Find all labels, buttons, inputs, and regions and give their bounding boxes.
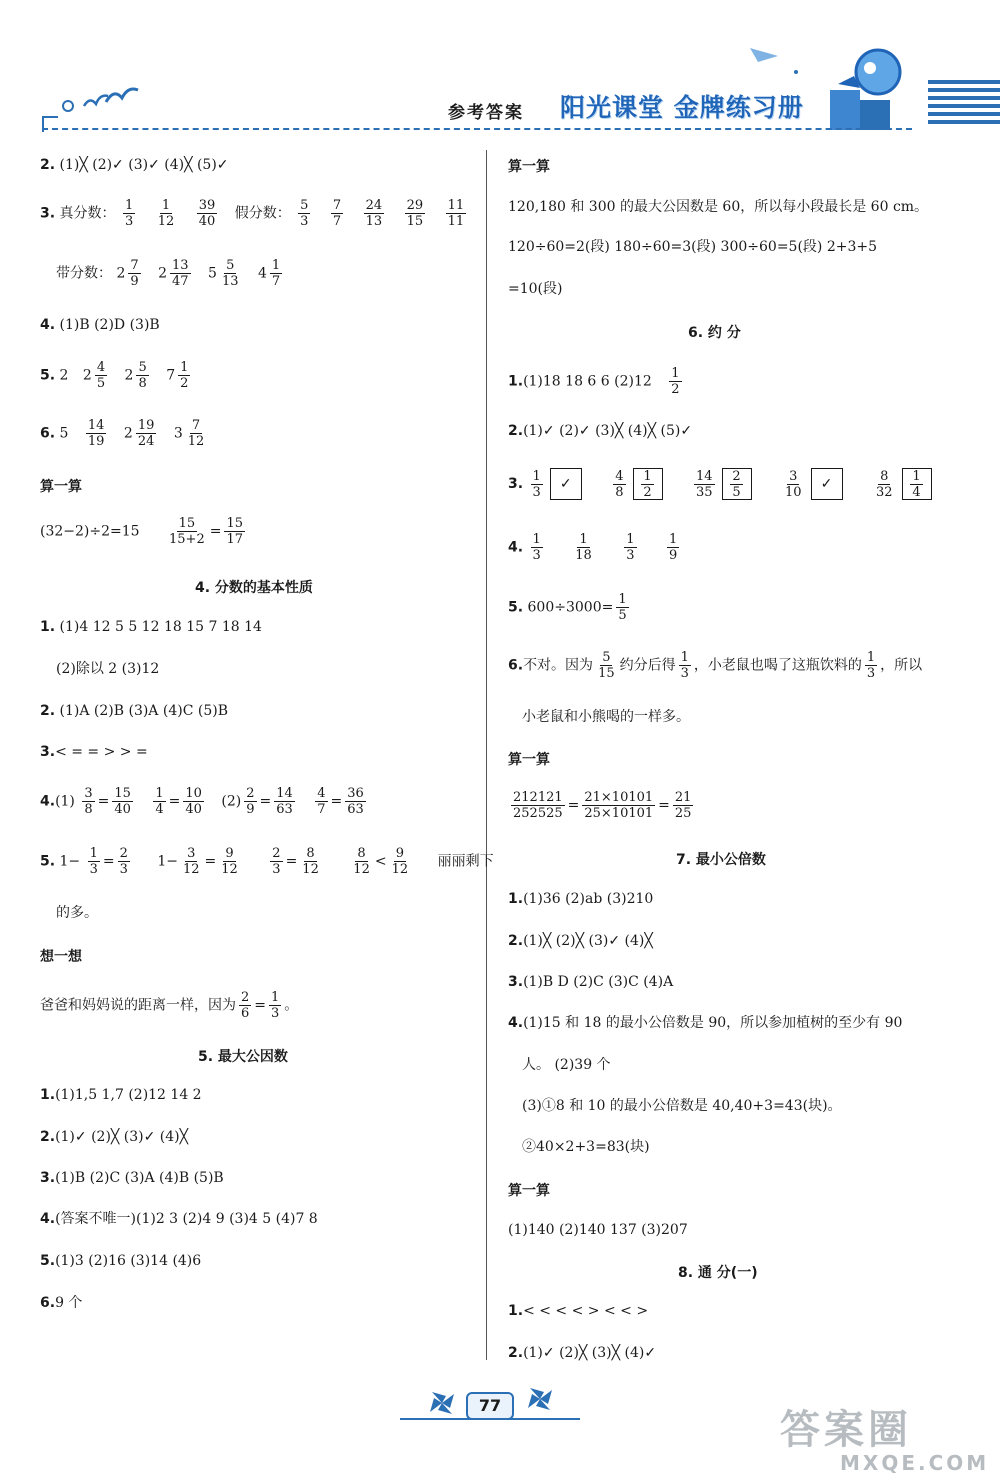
s6-q3: 3. $\frac{1}{3}$ ✓ $\frac{4}{8}$ $\frac{1}{2}$ $\frac{14}{35}$ $\frac{2}{5}$ $\frac{3}{10}$ ✓ $\frac{8}{32}$ $\frac{1}{4}$ (508, 468, 936, 500)
left-calc1: (32−2)÷2=15 $\frac{15}{15+2}$ = $\frac{15}{17}$ (40, 516, 244, 547)
fraction: $\frac{5}{3}$ (300, 198, 309, 229)
s6-q6: 6.不对。因为 $\frac{5}{15}$ 约分后得 $\frac{1}{3}$ ，小老鼠也喝了这瓶饮料的 $\frac{1}{3}$ ，所以 (508, 650, 923, 681)
answer-box: $\frac{1}{4}$ (902, 468, 932, 500)
s4-q5: 5. 1− $\frac{1}{3}$ = $\frac{2}{3}$ 1− $\frac{3}{12}$ = $\frac{9}{12}$ $\frac{2}{3}$ = $\frac{8}{12}$ $\frac{8}{12}$ < $\frac{9}{12}$ 丽丽剩下 (40, 846, 494, 877)
s7-calc: (1)140 (2)140 137 (3)207 (508, 1222, 688, 1238)
answer-box: ✓ (811, 468, 843, 500)
left-q2: 2. (1)╳ (2)✓ (3)✓ (4)╳ (5)✓ (40, 157, 229, 173)
s7-q4a: 4.(1)15 和 18 的最小公倍数是 90，所以参加植树的至少有 90 (508, 1015, 903, 1031)
s7-calc-title: 算一算 (508, 1183, 550, 1199)
s4-think-title: 想一想 (40, 949, 82, 965)
left-q4: 4. (1)B (2)D (3)B (40, 317, 160, 333)
fraction: $\frac{1}{3}$ (124, 198, 134, 229)
fraction: $\frac{14}{19}$ (87, 418, 105, 449)
fraction: $\frac{13}{47}$ (172, 258, 189, 289)
column-divider (486, 150, 487, 1360)
header-divider (42, 128, 912, 130)
right-calc-l1: 120,180 和 300 的最大公因数是 60，所以每小段最长是 60 cm。 (508, 199, 929, 215)
left-q5: 5. 2 2 $\frac{4}{5}$ 2 $\frac{5}{8}$ 7 $\frac{1}{2}$ (40, 360, 189, 391)
header-label: 参考答案 (448, 103, 524, 123)
left-q6: 6. 5 $\frac{14}{19}$ 2 $\frac{19}{24}$ 3 $\frac{7}{12}$ (40, 418, 205, 449)
s5-q5: 5.(1)3 (2)16 (3)14 (4)6 (40, 1253, 202, 1269)
s8-q2: 2.(1)✓ (2)╳ (3)╳ (4)✓ (508, 1345, 657, 1361)
fraction: $\frac{1}{2}$ (180, 360, 189, 391)
fraction: $\frac{1}{12}$ (157, 198, 175, 229)
s4-q1b: (2)除以 2 (3)12 (56, 661, 160, 677)
fraction: $\frac{11}{11}$ (447, 198, 465, 229)
s6-q5: 5. 600÷3000= $\frac{1}{5}$ (508, 592, 627, 623)
section-8-title: 8. 通 分(一) (678, 1265, 758, 1281)
s7-q3: 3.(1)B D (2)C (3)C (4)A (508, 974, 674, 990)
s4-q5-cont: 的多。 (56, 905, 98, 921)
left-q3-mixed: 带分数： 2 $\frac{7}{9}$ 2 $\frac{13}{47}$ 5 $\frac{5}{13}$ 4 $\frac{1}{7}$ (56, 258, 281, 289)
pinwheel-icon (422, 1388, 462, 1418)
s4-q4: 4.(1) $\frac{3}{8}$ = $\frac{15}{40}$ $\frac{1}{4}$ = $\frac{10}{40}$ (2) $\frac{2}{9}$ = $\frac{14}{63}$ $\frac{4}{7}$ = $\frac{36}{63}$ (40, 786, 364, 817)
right-calc-l3: =10(段) (508, 281, 563, 297)
answer-box: $\frac{1}{2}$ (633, 468, 663, 500)
s5-q4: 4.(答案不唯一)(1)2 3 (2)4 9 (3)4 5 (4)7 8 (40, 1211, 318, 1227)
s6-q2: 2.(1)✓ (2)✓ (3)╳ (4)╳ (5)✓ (508, 423, 693, 439)
s5-q2: 2.(1)✓ (2)╳ (3)✓ (4)╳ (40, 1129, 189, 1145)
s6-calc: $\frac{212121}{252525}$ = $\frac{21\times 10101}{25\times 10101}$ = $\frac{21}{25}$ (513, 790, 692, 821)
paper-plane-icon (750, 42, 810, 78)
s7-q1: 1.(1)36 (2)ab (3)210 (508, 891, 654, 907)
header-title: 阳光课堂 金牌练习册 (560, 93, 804, 122)
s7-q4b: 人。 (2)39 个 (522, 1057, 611, 1073)
fraction: $\frac{5}{8}$ (138, 360, 147, 391)
fraction: $\frac{15}{15+2}$ (169, 516, 205, 547)
right-calc-l2: 120÷60=2(段) 180÷60=3(段) 300÷60=5(段) 2+3+5 (508, 239, 878, 255)
fraction: $\frac{7}{7}$ (332, 198, 342, 229)
fraction: $\frac{1}{7}$ (271, 258, 281, 289)
section-6-title: 6. 约 分 (688, 325, 741, 341)
s4-q2: 2. (1)A (2)B (3)A (4)C (5)B (40, 703, 228, 719)
answer-box: ✓ (550, 468, 582, 500)
fraction: $\frac{29}{15}$ (406, 198, 424, 229)
fraction: $\frac{19}{24}$ (137, 418, 155, 449)
s4-think: 爸爸和妈妈说的距离一样，因为 $\frac{2}{6}$ = $\frac{1}{3}$ 。 (40, 990, 299, 1021)
s6-q4: 4. $\frac{1}{3}$ $\frac{1}{18}$ $\frac{1}{3}$ $\frac{1}{9}$ (508, 532, 678, 563)
fraction: $\frac{39}{40}$ (198, 198, 216, 229)
section-5-title: 5. 最大公因数 (198, 1049, 288, 1065)
s4-q3: 3.< = = > > = (40, 744, 148, 760)
s5-q6: 6.9 个 (40, 1295, 83, 1311)
left-calc1-title: 算一算 (40, 479, 82, 495)
s5-q3: 3.(1)B (2)C (3)A (4)B (5)B (40, 1170, 224, 1186)
header-stripes (928, 80, 1000, 132)
s4-q1a: 1. (1)4 12 5 5 12 18 15 7 18 14 (40, 619, 262, 635)
s6-calc-title: 算一算 (508, 752, 550, 768)
fraction: $\frac{24}{13}$ (365, 198, 383, 229)
left-q3-fractions: 3. 真分数： $\frac{1}{3}$ $\frac{1}{12}$ $\frac{39}{40}$ 假分数： $\frac{5}{3}$ $\frac{7}{7}$ $\frac{24}{13}$ $\frac{29}{15}$ $\frac{11}{11}$ (40, 198, 465, 229)
s8-q1: 1.< < < < > < < > (508, 1303, 649, 1319)
watermark: 答案圈 MXQE.COM (780, 1407, 990, 1475)
fraction: $\frac{15}{17}$ (226, 516, 244, 547)
birds-icon (82, 84, 142, 114)
s7-q2: 2.(1)╳ (2)╳ (3)✓ (4)╳ (508, 933, 653, 949)
header-ornament-dot (62, 100, 74, 112)
right-calc-title: 算一算 (508, 159, 550, 175)
section-4-title: 4. 分数的基本性质 (195, 580, 313, 596)
pinwheel-icon (520, 1384, 560, 1414)
mascot-globe-icon (820, 40, 920, 135)
s7-q4d: ②40×2+3=83(块) (522, 1139, 650, 1155)
fraction: $\frac{7}{9}$ (130, 258, 139, 289)
s7-q4c: (3)①8 和 10 的最小公倍数是 40,40+3=43(块)。 (522, 1098, 842, 1114)
page-number: 77 (466, 1392, 514, 1420)
fraction: $\frac{4}{5}$ (96, 360, 106, 391)
answer-box: $\frac{2}{5}$ (722, 468, 752, 500)
section-7-title: 7. 最小公倍数 (676, 852, 766, 868)
fraction: $\frac{7}{12}$ (187, 418, 205, 449)
s6-q6-cont: 小老鼠和小熊喝的一样多。 (522, 709, 690, 725)
fraction: $\frac{5}{13}$ (221, 258, 239, 289)
s5-q1: 1.(1)1,5 1,7 (2)12 14 2 (40, 1087, 202, 1103)
s6-q1: 1.(1)18 18 6 6 (2)12 $\frac{1}{2}$ (508, 366, 680, 397)
